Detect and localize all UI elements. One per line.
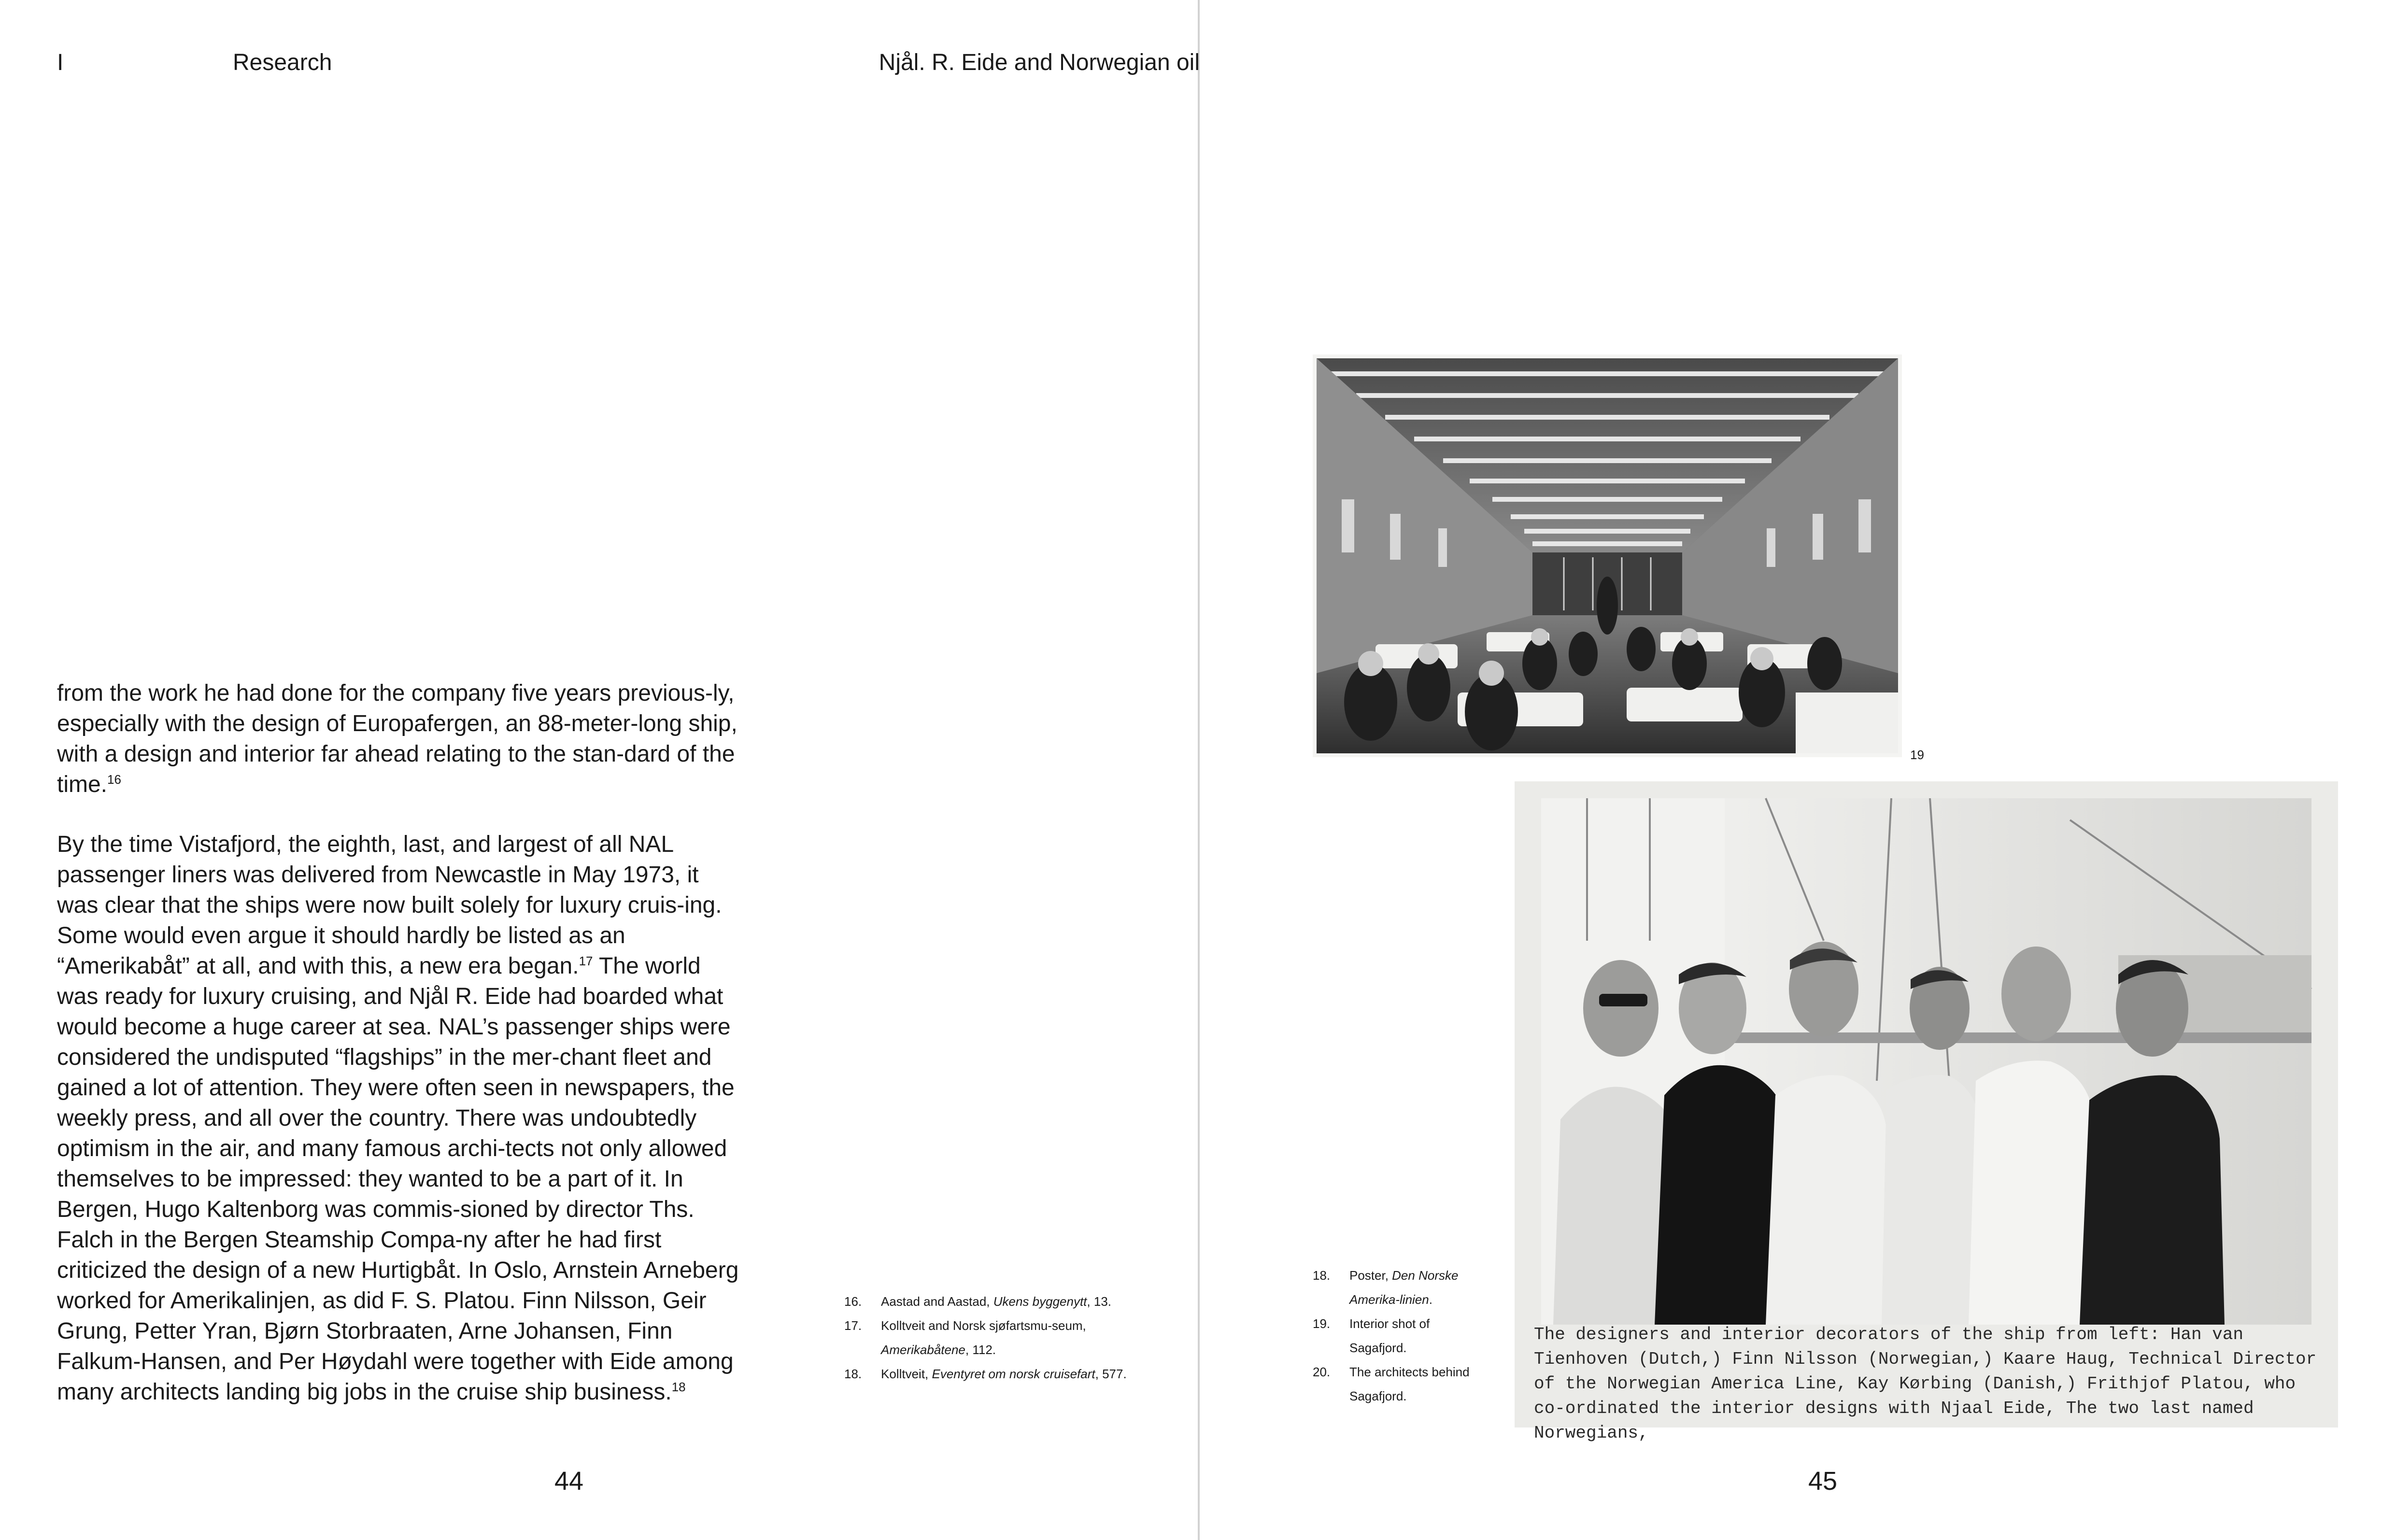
footnote-number: 16.: [844, 1294, 862, 1309]
figure-note-item: [1313, 1312, 1477, 1360]
page-number-right: 45: [1808, 1467, 1838, 1496]
footnotes-left: [844, 1289, 1134, 1386]
body-paragraph-1: [57, 678, 743, 800]
figure-notes: [1313, 1263, 1477, 1408]
figure-note-number: 19.: [1313, 1316, 1331, 1331]
footnote-item: [844, 1289, 1134, 1314]
paragraph-text: By the time Vistafjord, the eighth, last, and largest of all NAL passenger liners was delivered from Newcastle in May 1973, it was clear that the ships were now built solely for luxury cruis-ing. Some would even argue it should hardly be listed as an “Amerikabåt” at all, and with this, a new era began.: [57, 832, 722, 979]
figure-note-number: 18.: [1313, 1268, 1331, 1283]
figure-note-text: The architects behind Sagafjord.: [1349, 1365, 1470, 1403]
dining-room-photo-image: [1313, 354, 1902, 757]
figure-note-text: Poster, Den Norske Amerika-linien.: [1349, 1268, 1459, 1307]
figure-note-text: Interior shot of Sagafjord.: [1349, 1316, 1430, 1355]
page-number-left: 44: [554, 1467, 584, 1496]
footnote-number: 17.: [844, 1318, 862, 1333]
footnote-ref-17[interactable]: 17: [579, 954, 593, 968]
paragraph-text: from the work he had done for the company five years previous-ly, especially with the design of Europafergen, an 88-meter-long ship, with a design and interior far ahead relating to the stan-dard of the time.: [57, 680, 737, 797]
paragraph-text: The world was ready for luxury cruising, and Njål R. Eide had boarded what would become a huge career at sea. NAL’s passenger ships were considered the undisputed “flagships” in the mer-chant fleet and gained a lot of attention. They were often seen in newspapers, the weekly press, and all over the country. There was undoubtedly optimism in the air, and many famous archi-tects not only allowed themselves to be impressed: they wanted to be a part of it. In Bergen, Hugo Kaltenborg was commis-sioned by director Ths. Falch in the Bergen Steamship Compa-ny after he had first criticized the design of a new Hurtigbåt. In Oslo, Arnstein Arneberg worked for Amerikalinjen, as did F. S. Platou. Finn Nilsson, Geir Grung, Petter Yran, Bjørn Storbraaten, Arne Johansen, Finn Falkum-Hansen, and Per Høydahl were together with Eide among many architects landing big jobs in the cruise ship business.: [57, 953, 739, 1405]
architects-photo: [1515, 781, 2338, 1443]
figure-note-item: [1313, 1360, 1477, 1408]
body-paragraph-2: [57, 829, 743, 1407]
footnote-ref-16[interactable]: 16: [107, 772, 121, 787]
dining-room-photo: [1313, 354, 1902, 757]
footnote-text: Kolltveit and Norsk sjøfartsmu-seum, Amerikabåtene, 112.: [881, 1318, 1086, 1357]
section-marker: I: [57, 50, 64, 75]
footnote-number: 18.: [844, 1367, 862, 1381]
footnote-ref-18[interactable]: 18: [671, 1380, 686, 1394]
footnote-text: Kolltveit, Eventyret om norsk cruisefart, 577.: [881, 1367, 1127, 1381]
footnote-text: Aastad and Aastad, Ukens byggenytt, 13.: [881, 1294, 1111, 1309]
running-head-right: Njål. R. Eide and Norwegian oil: [879, 50, 1200, 75]
footnote-item: [844, 1362, 1134, 1386]
footnote-item: [844, 1314, 1134, 1362]
running-head-left: Research: [233, 50, 332, 75]
figure-note-item: [1313, 1263, 1477, 1312]
figure-19-label: 19: [1910, 748, 1924, 762]
clipping-caption: The designers and interior decorators of the ship from left: Han van Tienhoven (Dutch,) Finn Nilsson (Norwegian,) Kaare Haug, Technical Director of the Norwegian America Line, Kay Kørbing (Danish,) Frithjof Platou, who co-ordinated the interior designs with Njaal Eide, The two last named Norwegians,: [1534, 1325, 2317, 1443]
figure-note-number: 20.: [1313, 1365, 1331, 1379]
